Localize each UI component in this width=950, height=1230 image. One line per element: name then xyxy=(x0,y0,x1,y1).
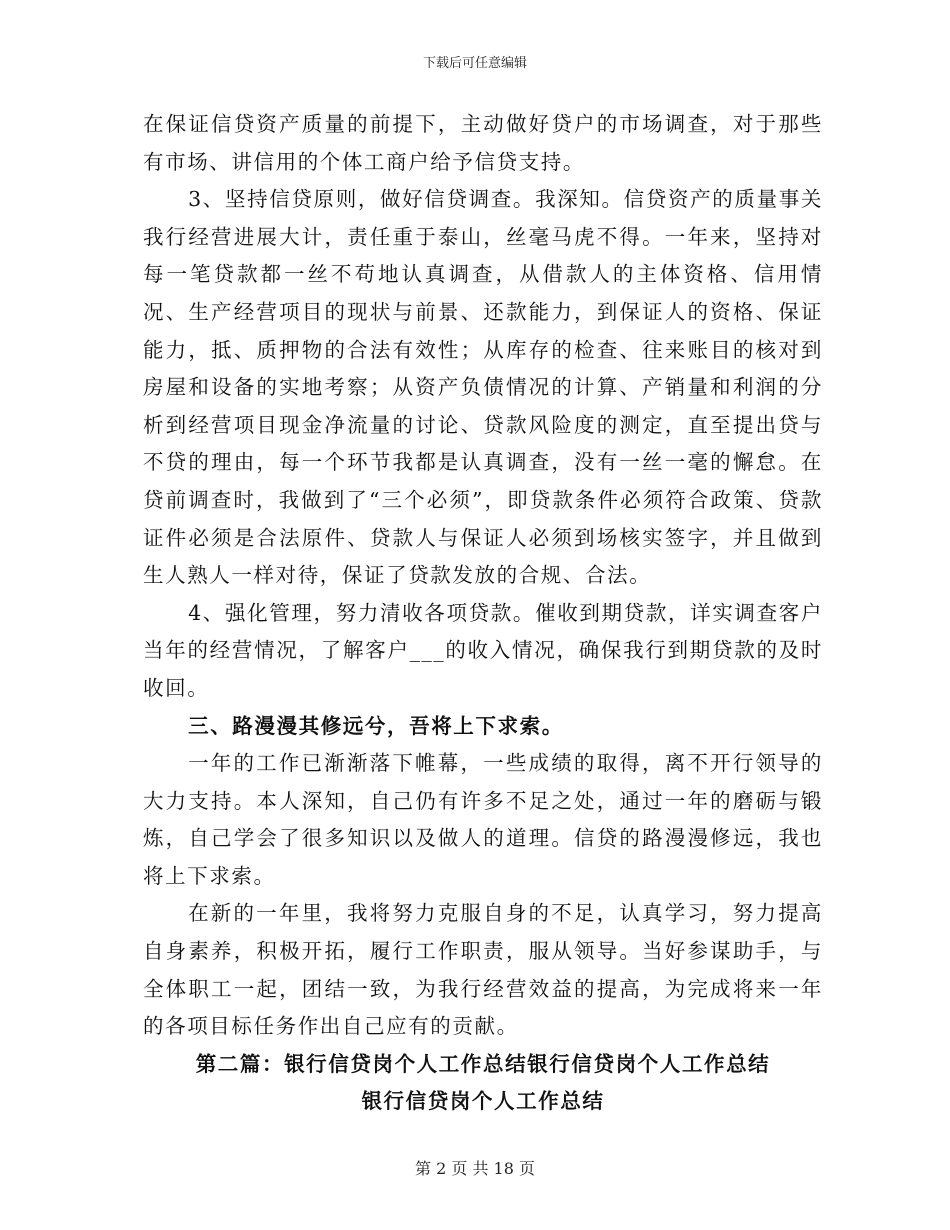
page-header: 下载后可任意编辑 xyxy=(422,56,527,71)
paragraph-continuation: 在保证信贷资产质量的前提下，主动做好贷户的市场调查，对于那些有市场、讲信用的个体工商户给予信贷支持。 xyxy=(143,112,823,174)
paragraph-credit-principle: 3、坚持信贷原则，做好信贷调查。我深知。信贷资产的质量事关我行经营进展大计，责任重于泰山，丝毫马虎不得。一年来，坚持对每一笔贷款都一丝不苟地认真调查，从借款人的主体资格、信用情况、生产经营项目的现状与前景、还款能力，到保证人的资格、保证能力，抵、质押物的合法有效性；从库存的检查、往来账目的核对到房屋和设备的实地考察；从资产负债情况的计算、产销量和利润的分析到经营项目现金净流量的讨论、贷款风险度的测定，直至提出贷与不贷的理由，每一个环节我都是认真调查，没有一丝一毫的懈怠。在贷前调查时，我做到了“三个必须”，即贷款条件必须符合政策、贷款证件必须是合法原件、贷款人与保证人必须到场核实签字，并且做到生人熟人一样对待，保证了贷款发放的合规、合法。 xyxy=(143,187,823,588)
paragraph-new-year: 在新的一年里，我将努力克服自身的不足，认真学习，努力提高自身素养，积极开拓，履行工作职责，服从领导。当好参谋助手，与全体职工一起，团结一致，为我行经营效益的提高，为完成将来一年的各项目标任务作出自己应有的贡献。 xyxy=(143,901,823,1039)
chapter-subtitle: 银行信贷岗个人工作总结 xyxy=(361,1089,605,1114)
paragraph-year-review: 一年的工作已渐渐落下帷幕，一些成绩的取得，离不开行领导的大力支持。本人深知，自己仍有许多不足之处，通过一年的磨砺与锻炼，自己学会了很多知识以及做人的道理。信贷的路漫漫修远，我也将上下求索。 xyxy=(143,751,823,888)
document-body xyxy=(143,106,823,1121)
page-number: 第 2 页 共 18 页 xyxy=(415,1159,535,1178)
paragraph-loan-management: 4、强化管理，努力清收各项贷款。催收到期贷款，详实调查客户当年的经营情况，了解客户___的收入情况，确保我行到期贷款的及时收回。 xyxy=(143,600,823,700)
chapter-title: 第二篇：银行信贷岗个人工作总结银行信贷岗个人工作总结 xyxy=(195,1051,771,1076)
section-heading: 三、路漫漫其修远兮，吾将上下求索。 xyxy=(188,713,564,738)
